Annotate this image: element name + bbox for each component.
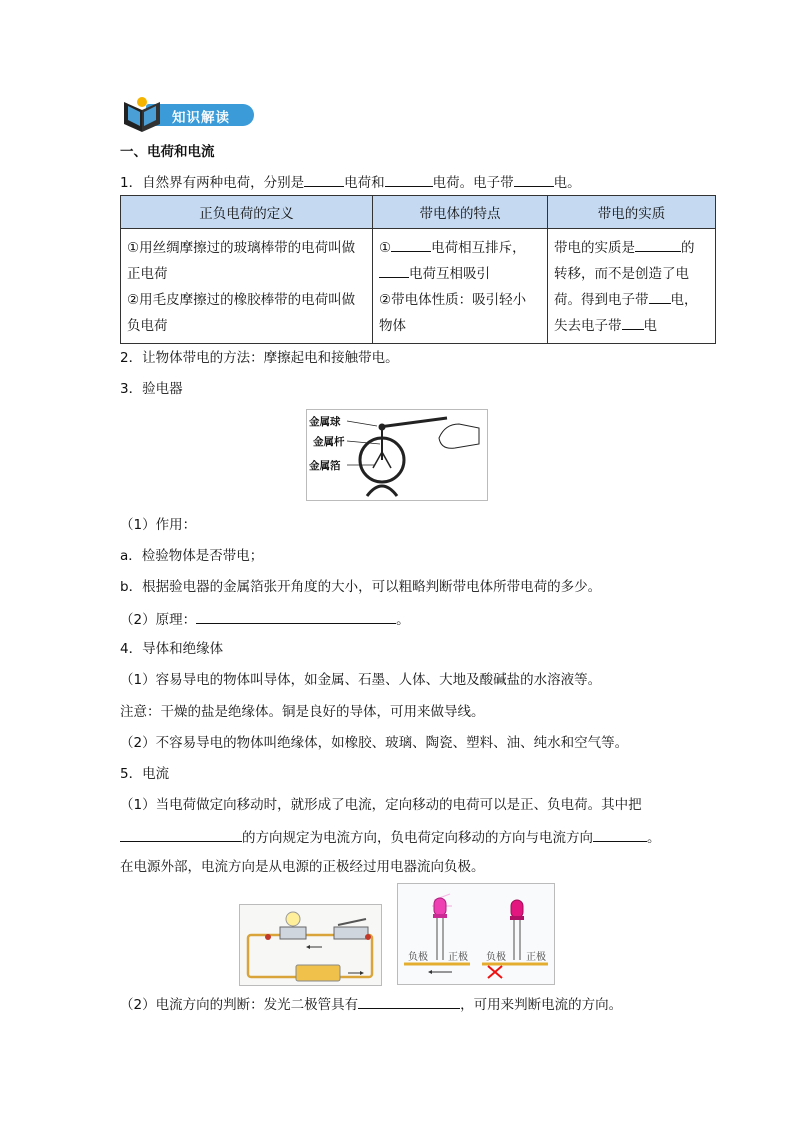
book-icon [120, 96, 164, 134]
table-cell-features: ① 电荷相互排斥， 电荷互相吸引 ②带电体性质：吸引轻小 物体 [373, 229, 548, 344]
current-text-2: 的方向规定为电流方向，负电荷定向移动的方向与电流方向 。 [120, 827, 661, 847]
answer-blank [514, 172, 554, 187]
led-label-negative-2: 负极 [486, 952, 506, 963]
led-label-positive-1: 正极 [448, 952, 468, 963]
table-header: 带电体的特点 [373, 196, 548, 229]
current-text-1: （1）当电荷做定向移动时，就形成了电流，定向移动的电荷可以是正、负电荷。其中把 [120, 797, 642, 813]
electroscope-figure [306, 409, 488, 501]
label-foil: 金属箔 [309, 460, 341, 472]
table-header: 带电的实质 [548, 196, 716, 229]
table-cell-definition: ①用丝绸摩擦过的玻璃棒带的电荷叫做 正电荷 ②用毛皮摩擦过的橡胶棒带的电荷叫做 负电荷 [121, 229, 373, 344]
table-cell-essence: 带电的实质是 的 转移，而不是创造了电 荷。得到电子带 电， 失去电子带 电 [548, 229, 716, 344]
section-heading: 一、电荷和电流 [120, 144, 215, 160]
label-rod: 金属杆 [313, 436, 345, 448]
answer-blank [120, 827, 242, 842]
badge-title: 知识解读 [172, 110, 230, 126]
question-3-title: 3．验电器 [120, 381, 183, 397]
circuit-figure [239, 904, 382, 986]
question-5-title: 5．电流 [120, 766, 170, 782]
question-2: 2．让物体带电的方法：摩擦起电和接触带电。 [120, 350, 399, 366]
principle: （2）原理： 。 [120, 609, 410, 629]
function-a: a．检验物体是否带电； [120, 548, 264, 564]
function-b: b．根据验电器的金属箔张开角度的大小，可以粗略判断带电体所带电荷的多少。 [120, 579, 602, 595]
insulator-text: （2）不容易导电的物体叫绝缘体，如橡胶、玻璃、陶瓷、塑料、油、纯水和空气等。 [120, 735, 629, 751]
current-text-4: （2）电流方向的判断：发光二极管具有 ，可用来判断电流的方向。 [120, 994, 622, 1014]
led-figure [397, 883, 555, 985]
question-4-title: 4．导体和绝缘体 [120, 641, 224, 657]
led-label-positive-2: 正极 [526, 952, 546, 963]
answer-blank [593, 827, 647, 842]
answer-blank [358, 994, 460, 1009]
current-text-3: 在电源外部，电流方向是从电源的正极经过用电器流向负极。 [120, 859, 485, 875]
charge-table [120, 195, 716, 344]
answer-blank [385, 172, 433, 187]
note-text: 注意：干燥的盐是绝缘体。铜是良好的导体，可用来做导线。 [120, 704, 485, 720]
question-1: 1．自然界有两种电荷，分别是 电荷和 电荷。电子带 电。 [120, 172, 581, 192]
answer-blank [196, 609, 396, 624]
led-drawing [398, 884, 554, 984]
conductor-text: （1）容易导电的物体叫导体，如金属、石墨、人体、大地及酸碱盐的水溶液等。 [120, 672, 602, 688]
electroscope-drawing [307, 410, 487, 500]
table-header: 正负电荷的定义 [121, 196, 373, 229]
label-ball: 金属球 [309, 416, 341, 428]
answer-blank [304, 172, 344, 187]
section-badge [120, 96, 254, 134]
circuit-drawing [240, 905, 381, 985]
led-label-negative-1: 负极 [408, 952, 428, 963]
function-title: （1）作用： [120, 517, 197, 533]
